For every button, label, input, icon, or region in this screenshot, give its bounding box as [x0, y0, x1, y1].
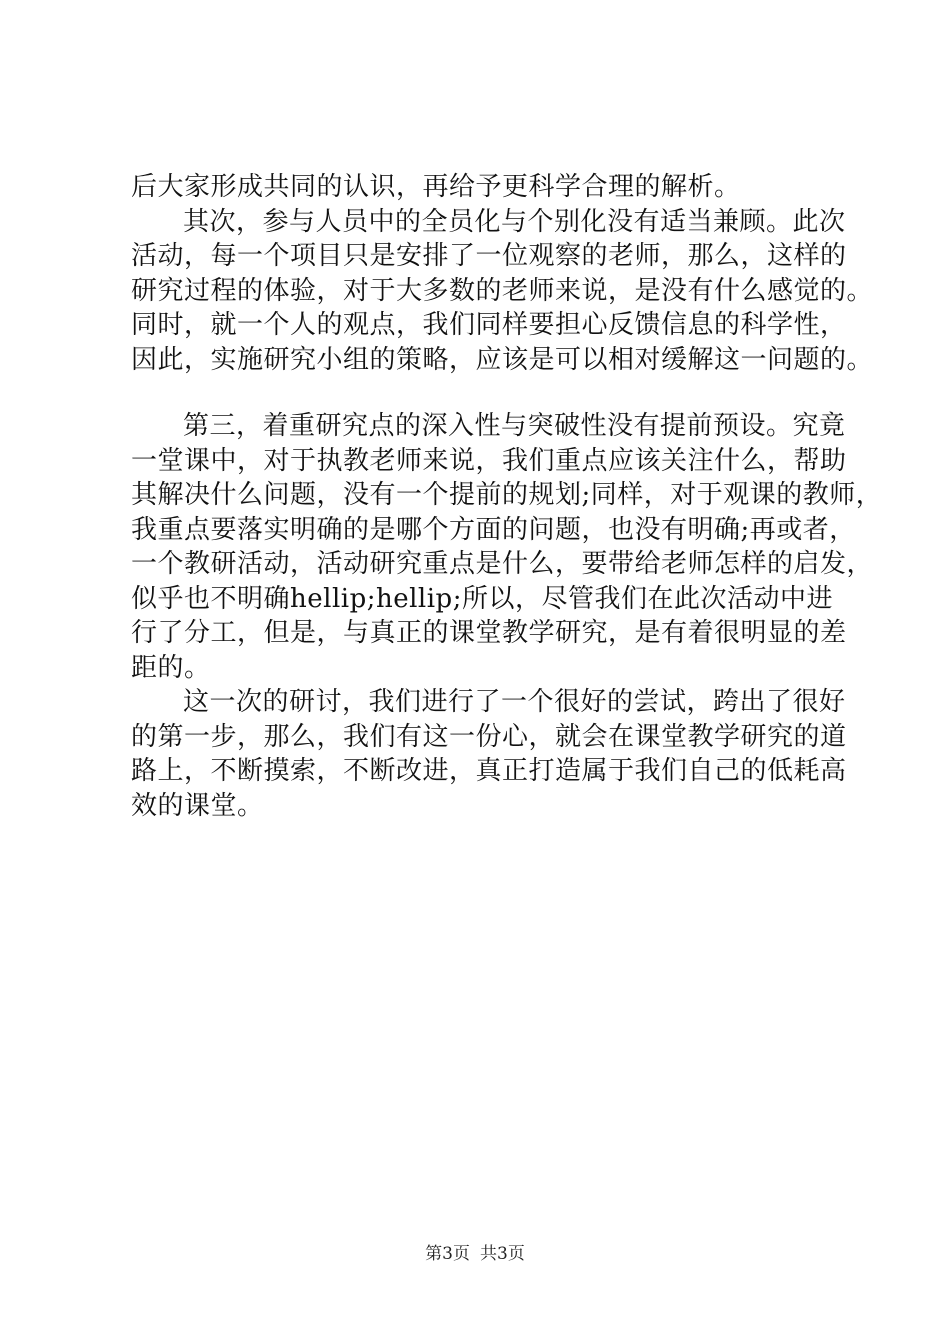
text-line: 第三，着重研究点的深入性与突破性没有提前预设。究竟: [183, 411, 846, 441]
text-line: 我重点要落实明确的是哪个方面的问题，也没有明确;再或者，: [131, 514, 856, 545]
text-line: 后大家形成共同的认识，再给予更科学合理的解析。: [131, 172, 741, 202]
text-line: 一堂课中，对于执教老师来说，我们重点应该关注什么，帮助: [131, 445, 847, 476]
text-line: 这一次的研讨，我们进行了一个很好的尝试，跨出了很好: [183, 687, 846, 717]
text-line: 路上，不断摸索，不断改进，真正打造属于我们自己的低耗高: [131, 756, 847, 786]
text-line: 活动，每一个项目只是安排了一位观察的老师，那么，这样的: [131, 241, 847, 271]
text-line: 距的。: [131, 652, 211, 683]
page-number-total: 共3页: [480, 1244, 525, 1264]
text-line: 似乎也不明确hellip;hellip;所以，尽管我们在此次活动中进: [131, 583, 833, 614]
text-line: 行了分工，但是，与真正的课堂教学研究，是有着很明显的差: [131, 618, 847, 648]
text-line: 其解决什么问题，没有一个提前的规划;同样，对于观课的教师，: [131, 480, 883, 510]
page-number-current: 第3页: [425, 1244, 470, 1264]
text-line: 研究过程的体验，对于大多数的老师来说，是没有什么感觉的。: [131, 275, 874, 306]
text-line: 的第一步，那么，我们有这一份心，就会在课堂教学研究的道: [131, 721, 847, 752]
text-line: 一个教研活动，活动研究重点是什么，要带给老师怎样的启发，: [131, 549, 874, 579]
document-body: [131, 170, 883, 823]
paragraph-gap: [131, 377, 851, 409]
text-line: 因此，实施研究小组的策略，应该是可以相对缓解这一问题的。: [131, 344, 874, 375]
text-line: 效的课堂。: [131, 790, 264, 821]
text-line: 同时，就一个人的观点，我们同样要担心反馈信息的科学性，: [131, 310, 847, 340]
page-footer: [0, 1242, 950, 1266]
text-line: 其次，参与人员中的全员化与个别化没有适当兼顾。此次: [183, 206, 846, 237]
